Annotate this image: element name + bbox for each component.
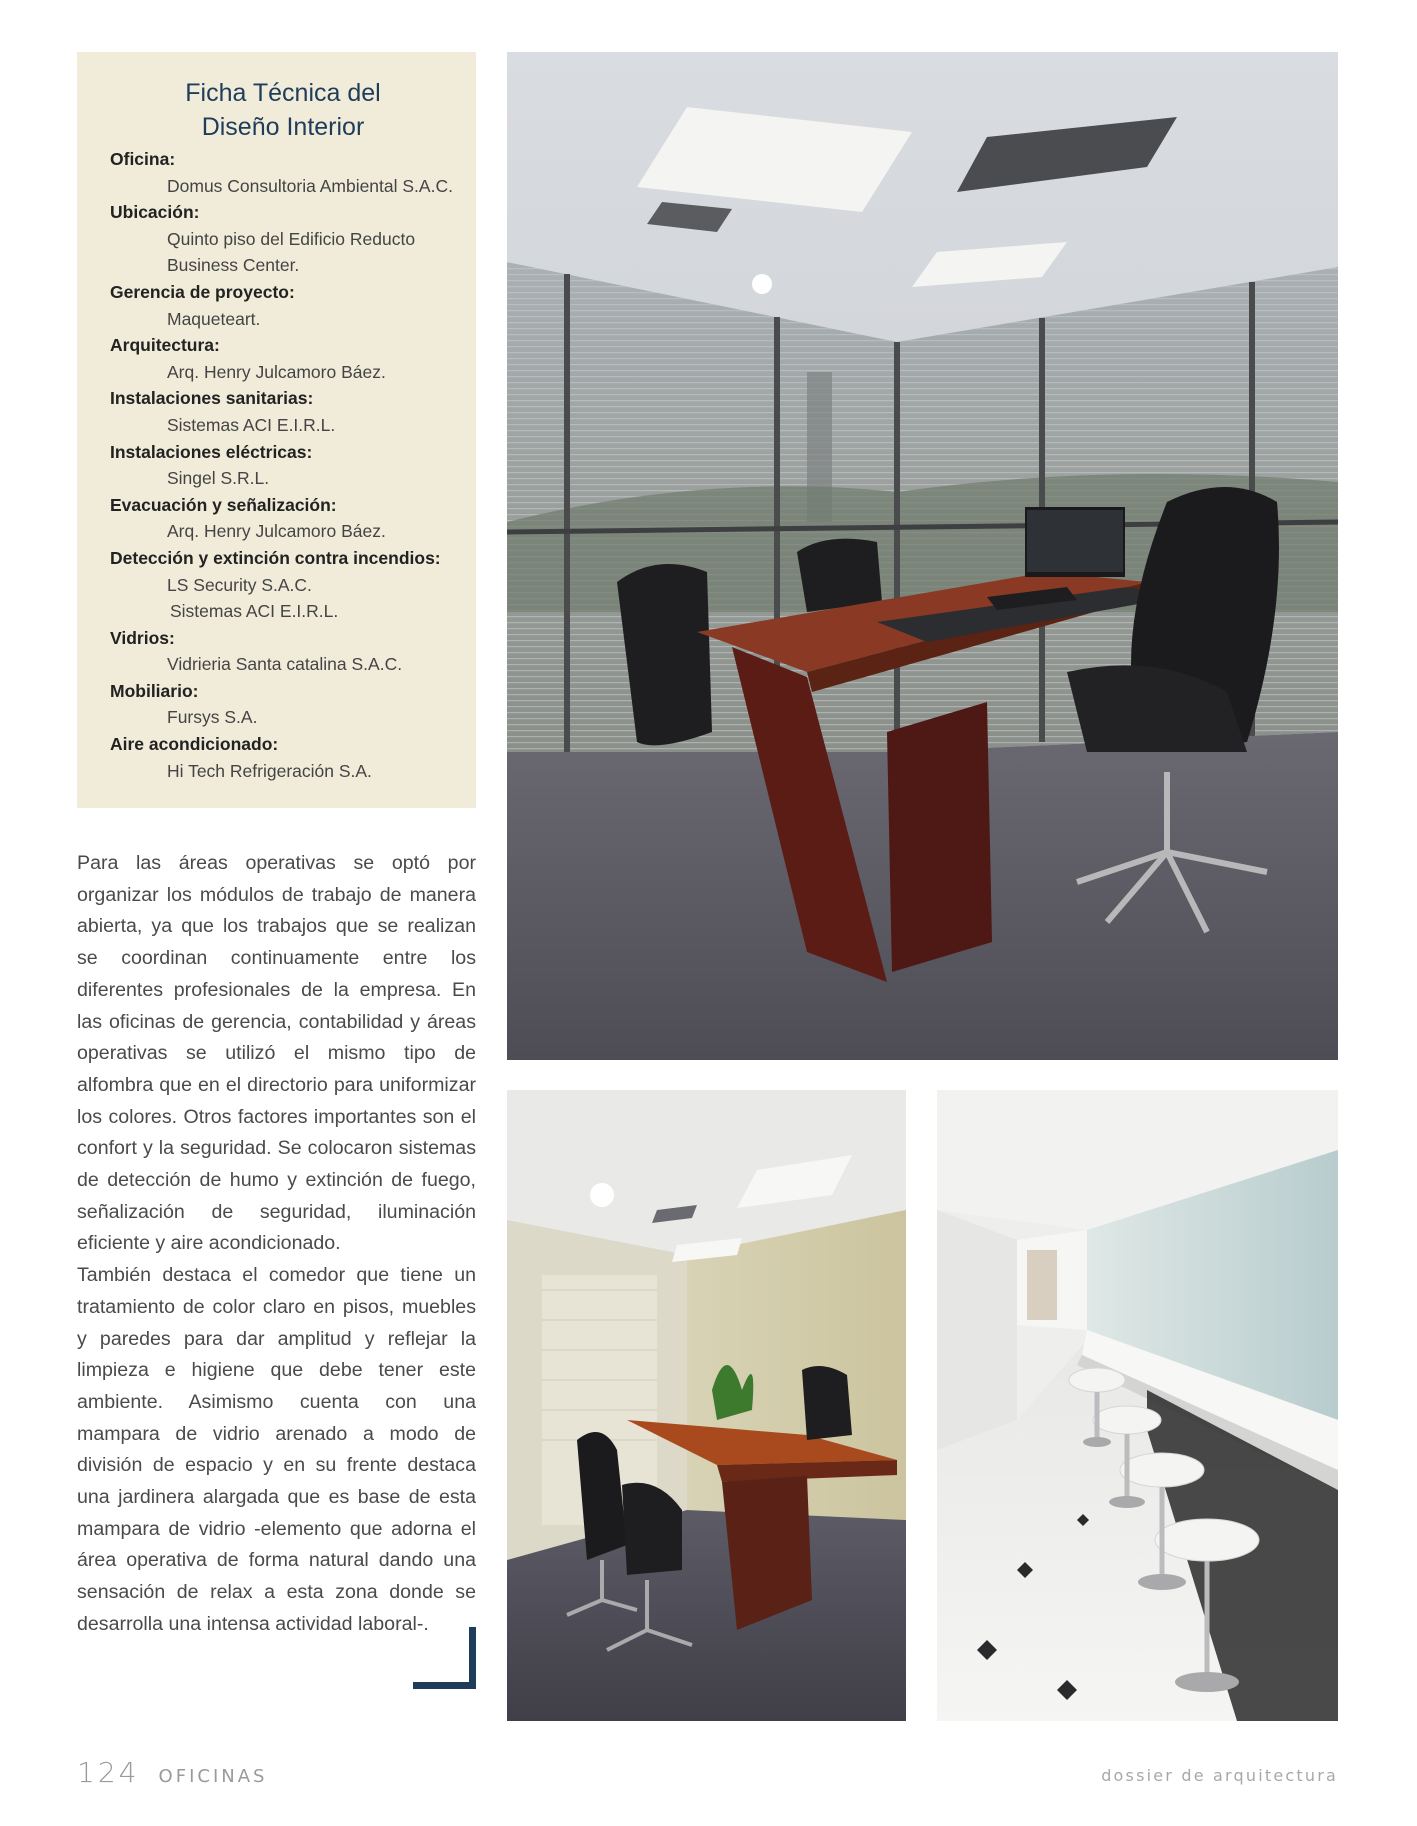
ficha-value: LS Security S.A.C. — [167, 574, 312, 595]
ficha-value: Hi Tech Refrigeración S.A. — [167, 760, 372, 781]
ficha-value: Arq. Henry Julcamoro Báez. — [167, 521, 386, 542]
ficha-tecnica-box — [77, 52, 476, 808]
ficha-label: Evacuación y señalización: — [110, 494, 337, 515]
section-name: OFICINAS — [158, 1766, 268, 1787]
article-paragraph: También destaca el comedor que tiene un tratamiento de color claro en pisos, muebles y paredes para dar amplitud y reflejar la limpieza e higiene que debe tener este ambiente. Asimismo cuenta con una mampara de vidrio arenado a modo de división de espacio y en su frente destaca una jardinera alargada que es base de esta mampara de vidrio -elemento que adorna el área operativa de forma natural dando una sensación de relax a esta zona donde se desarrolla una intensa actividad laboral-. — [77, 1264, 476, 1635]
ficha-list — [110, 146, 456, 784]
ficha-value: Vidrieria Santa catalina S.A.C. — [167, 654, 403, 675]
ficha-value: Sistemas ACI E.I.R.L. — [170, 601, 339, 622]
end-mark — [413, 1627, 476, 1689]
ficha-title — [110, 76, 456, 144]
ficha-value: Sistemas ACI E.I.R.L. — [167, 414, 336, 435]
ficha-title-line2: Diseño Interior — [201, 113, 365, 141]
ficha-value: Singel S.R.L. — [167, 468, 270, 489]
ficha-value: Domus Consultoria Ambiental S.A.C. — [167, 175, 453, 196]
ficha-value: Fursys S.A. — [167, 707, 258, 728]
ficha-value: Business Center. — [167, 255, 300, 276]
photo-dining-area — [937, 1090, 1338, 1721]
ficha-value: Quinto piso del Edificio Reducto — [167, 228, 416, 249]
article-body — [77, 848, 476, 1641]
ficha-value: Arq. Henry Julcamoro Báez. — [167, 361, 386, 382]
ficha-title-line1: Ficha Técnica del — [185, 79, 381, 107]
photo-meeting-room — [507, 1090, 906, 1721]
ficha-label: Mobiliario: — [110, 680, 199, 701]
ficha-label: Gerencia de proyecto: — [110, 281, 295, 302]
page-number: 124 — [77, 1756, 140, 1789]
ficha-label: Aire acondicionado: — [110, 734, 279, 755]
ficha-label: Ubicación: — [110, 202, 200, 223]
ficha-label: Oficina: — [110, 149, 176, 169]
footer-left — [77, 1756, 267, 1789]
article-paragraph: Para las áreas operativas se optó por organizar los módulos de trabajo de manera abierta, ya que los trabajos que se realizan se coordinan continuamente entre los diferentes profesionales de la empresa. En las oficinas de gerencia, contabilidad y áreas operativas se utilizó el mismo tipo de alfombra que en el directorio para uniformizar los colores. Otros factores importantes son el confort y la seguridad. Se colocaron sistemas de detección de humo y extinción de fuego, señalización de seguridad, iluminación eficiente y aire acondicionado. — [77, 852, 476, 1255]
ficha-label: Instalaciones sanitarias: — [110, 388, 314, 409]
magazine-name: dossier de arquitectura — [1101, 1766, 1338, 1785]
photo-manager-office — [507, 52, 1338, 1060]
ficha-label: Vidrios: — [110, 627, 175, 648]
ficha-label: Detección y extinción contra incendios: — [110, 547, 441, 568]
ficha-value: Maqueteart. — [167, 308, 261, 329]
ficha-label: Arquitectura: — [110, 335, 220, 356]
ficha-label: Instalaciones eléctricas: — [110, 441, 313, 462]
